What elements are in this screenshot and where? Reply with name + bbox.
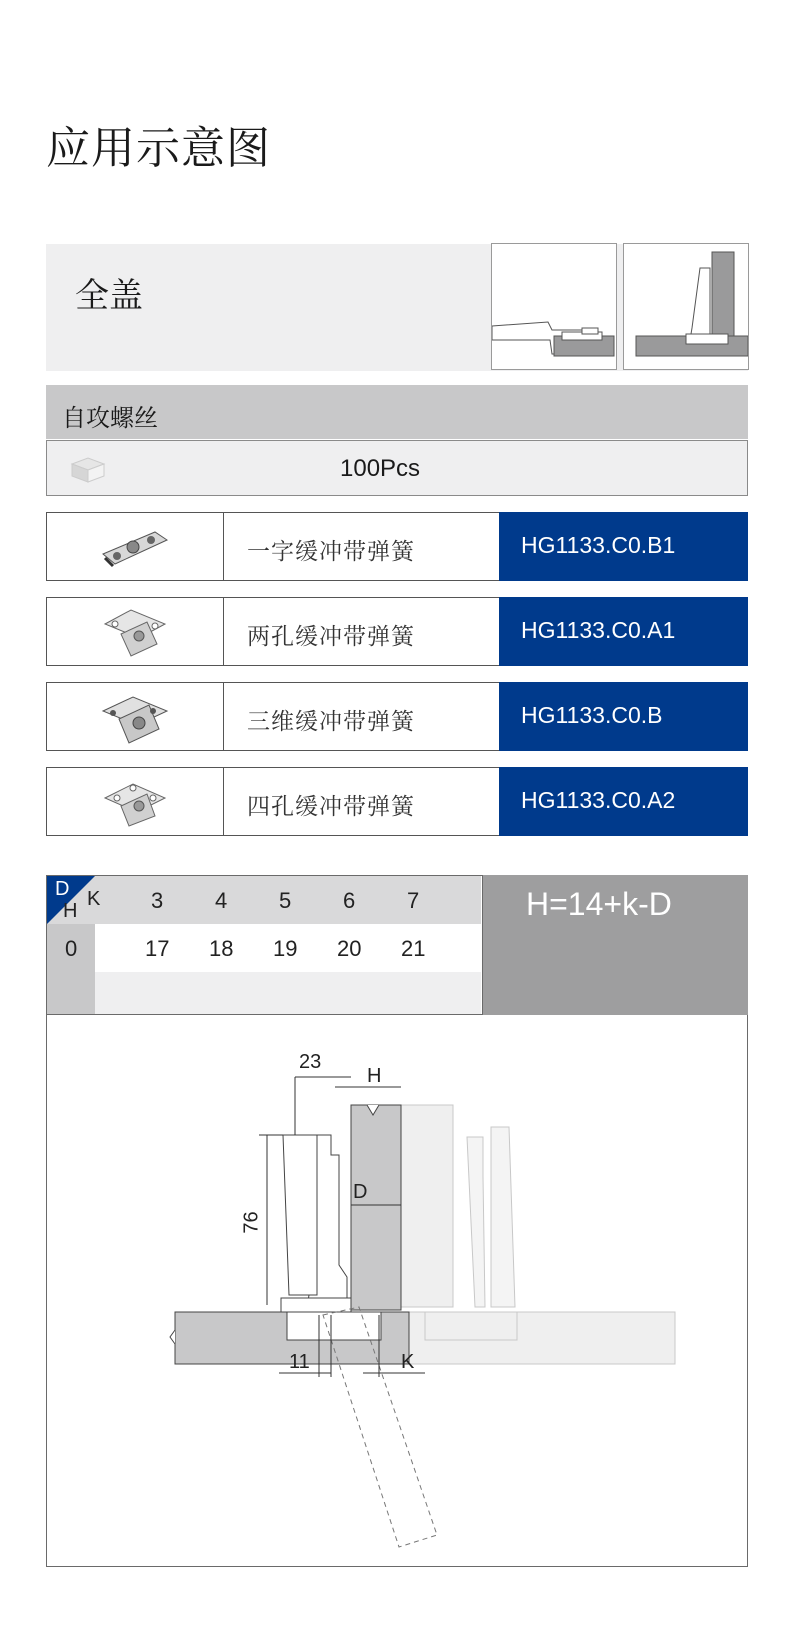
corner-k-label: K <box>87 888 101 910</box>
dimension-d: D <box>353 1181 368 1203</box>
plate-description-1: 一字缓冲带弹簧 <box>247 538 415 564</box>
plate-row-1 <box>46 512 748 581</box>
two-hole-plate-icon <box>95 604 175 660</box>
hinge-technical-drawing <box>47 1015 747 1565</box>
h-value: 17 <box>145 936 170 961</box>
formula-text: H=14+k-D <box>526 886 672 922</box>
h-value: 18 <box>209 936 234 961</box>
package-box-icon <box>68 454 108 489</box>
k-value: 5 <box>279 888 292 913</box>
plate-image-2 <box>47 598 224 665</box>
table-empty-row <box>47 972 481 1014</box>
hinge-open-thumbnail <box>491 243 617 370</box>
page-title: 应用示意图 <box>46 124 271 173</box>
h-value: 21 <box>401 936 426 961</box>
plate-description-2: 两孔缓冲带弹簧 <box>247 623 415 649</box>
technical-drawing-panel <box>46 1015 748 1567</box>
screw-quantity: 100Pcs <box>340 455 421 482</box>
plate-row-2 <box>46 597 748 666</box>
plate-code-4: HG1133.C0.A2 <box>499 767 748 836</box>
k-value: 3 <box>151 888 164 913</box>
3d-plate-icon <box>95 689 175 745</box>
dimension-table <box>46 875 483 1015</box>
hinge-open-illustration <box>492 244 616 369</box>
plate-row-3 <box>46 682 748 751</box>
dimension-k: K <box>401 1351 415 1373</box>
corner-d-label: D <box>55 878 70 900</box>
plate-image-4 <box>47 768 224 835</box>
dimension-11: 11 <box>289 1351 310 1373</box>
plate-row-4 <box>46 767 748 836</box>
k-value: 6 <box>343 888 356 913</box>
corner-h-label: H <box>63 900 78 922</box>
plate-image-1 <box>47 513 224 580</box>
dimension-76: 76 <box>240 1211 263 1234</box>
screw-label: 自攻螺丝 <box>62 405 158 432</box>
plate-code-1: HG1133.C0.B1 <box>499 512 748 581</box>
dimension-23: 23 <box>299 1051 322 1073</box>
plate-image-3 <box>47 683 224 750</box>
h-value: 19 <box>273 936 298 961</box>
hinge-closed-thumbnail <box>623 243 749 370</box>
k-value: 4 <box>215 888 228 913</box>
cover-type-label: 全盖 <box>75 277 143 315</box>
four-hole-plate-icon <box>95 774 175 830</box>
d-value: 0 <box>65 936 78 961</box>
dimension-h: H <box>367 1065 382 1087</box>
plate-code-3: HG1133.C0.B <box>499 682 748 751</box>
h-value: 20 <box>337 936 362 961</box>
plate-code-2: HG1133.C0.A1 <box>499 597 748 666</box>
k-value: 7 <box>407 888 420 913</box>
hinge-closed-illustration <box>624 244 748 369</box>
plate-description-3: 三维缓冲带弹簧 <box>247 708 415 734</box>
straight-plate-icon <box>95 522 175 572</box>
plate-description-4: 四孔缓冲带弹簧 <box>247 793 415 819</box>
